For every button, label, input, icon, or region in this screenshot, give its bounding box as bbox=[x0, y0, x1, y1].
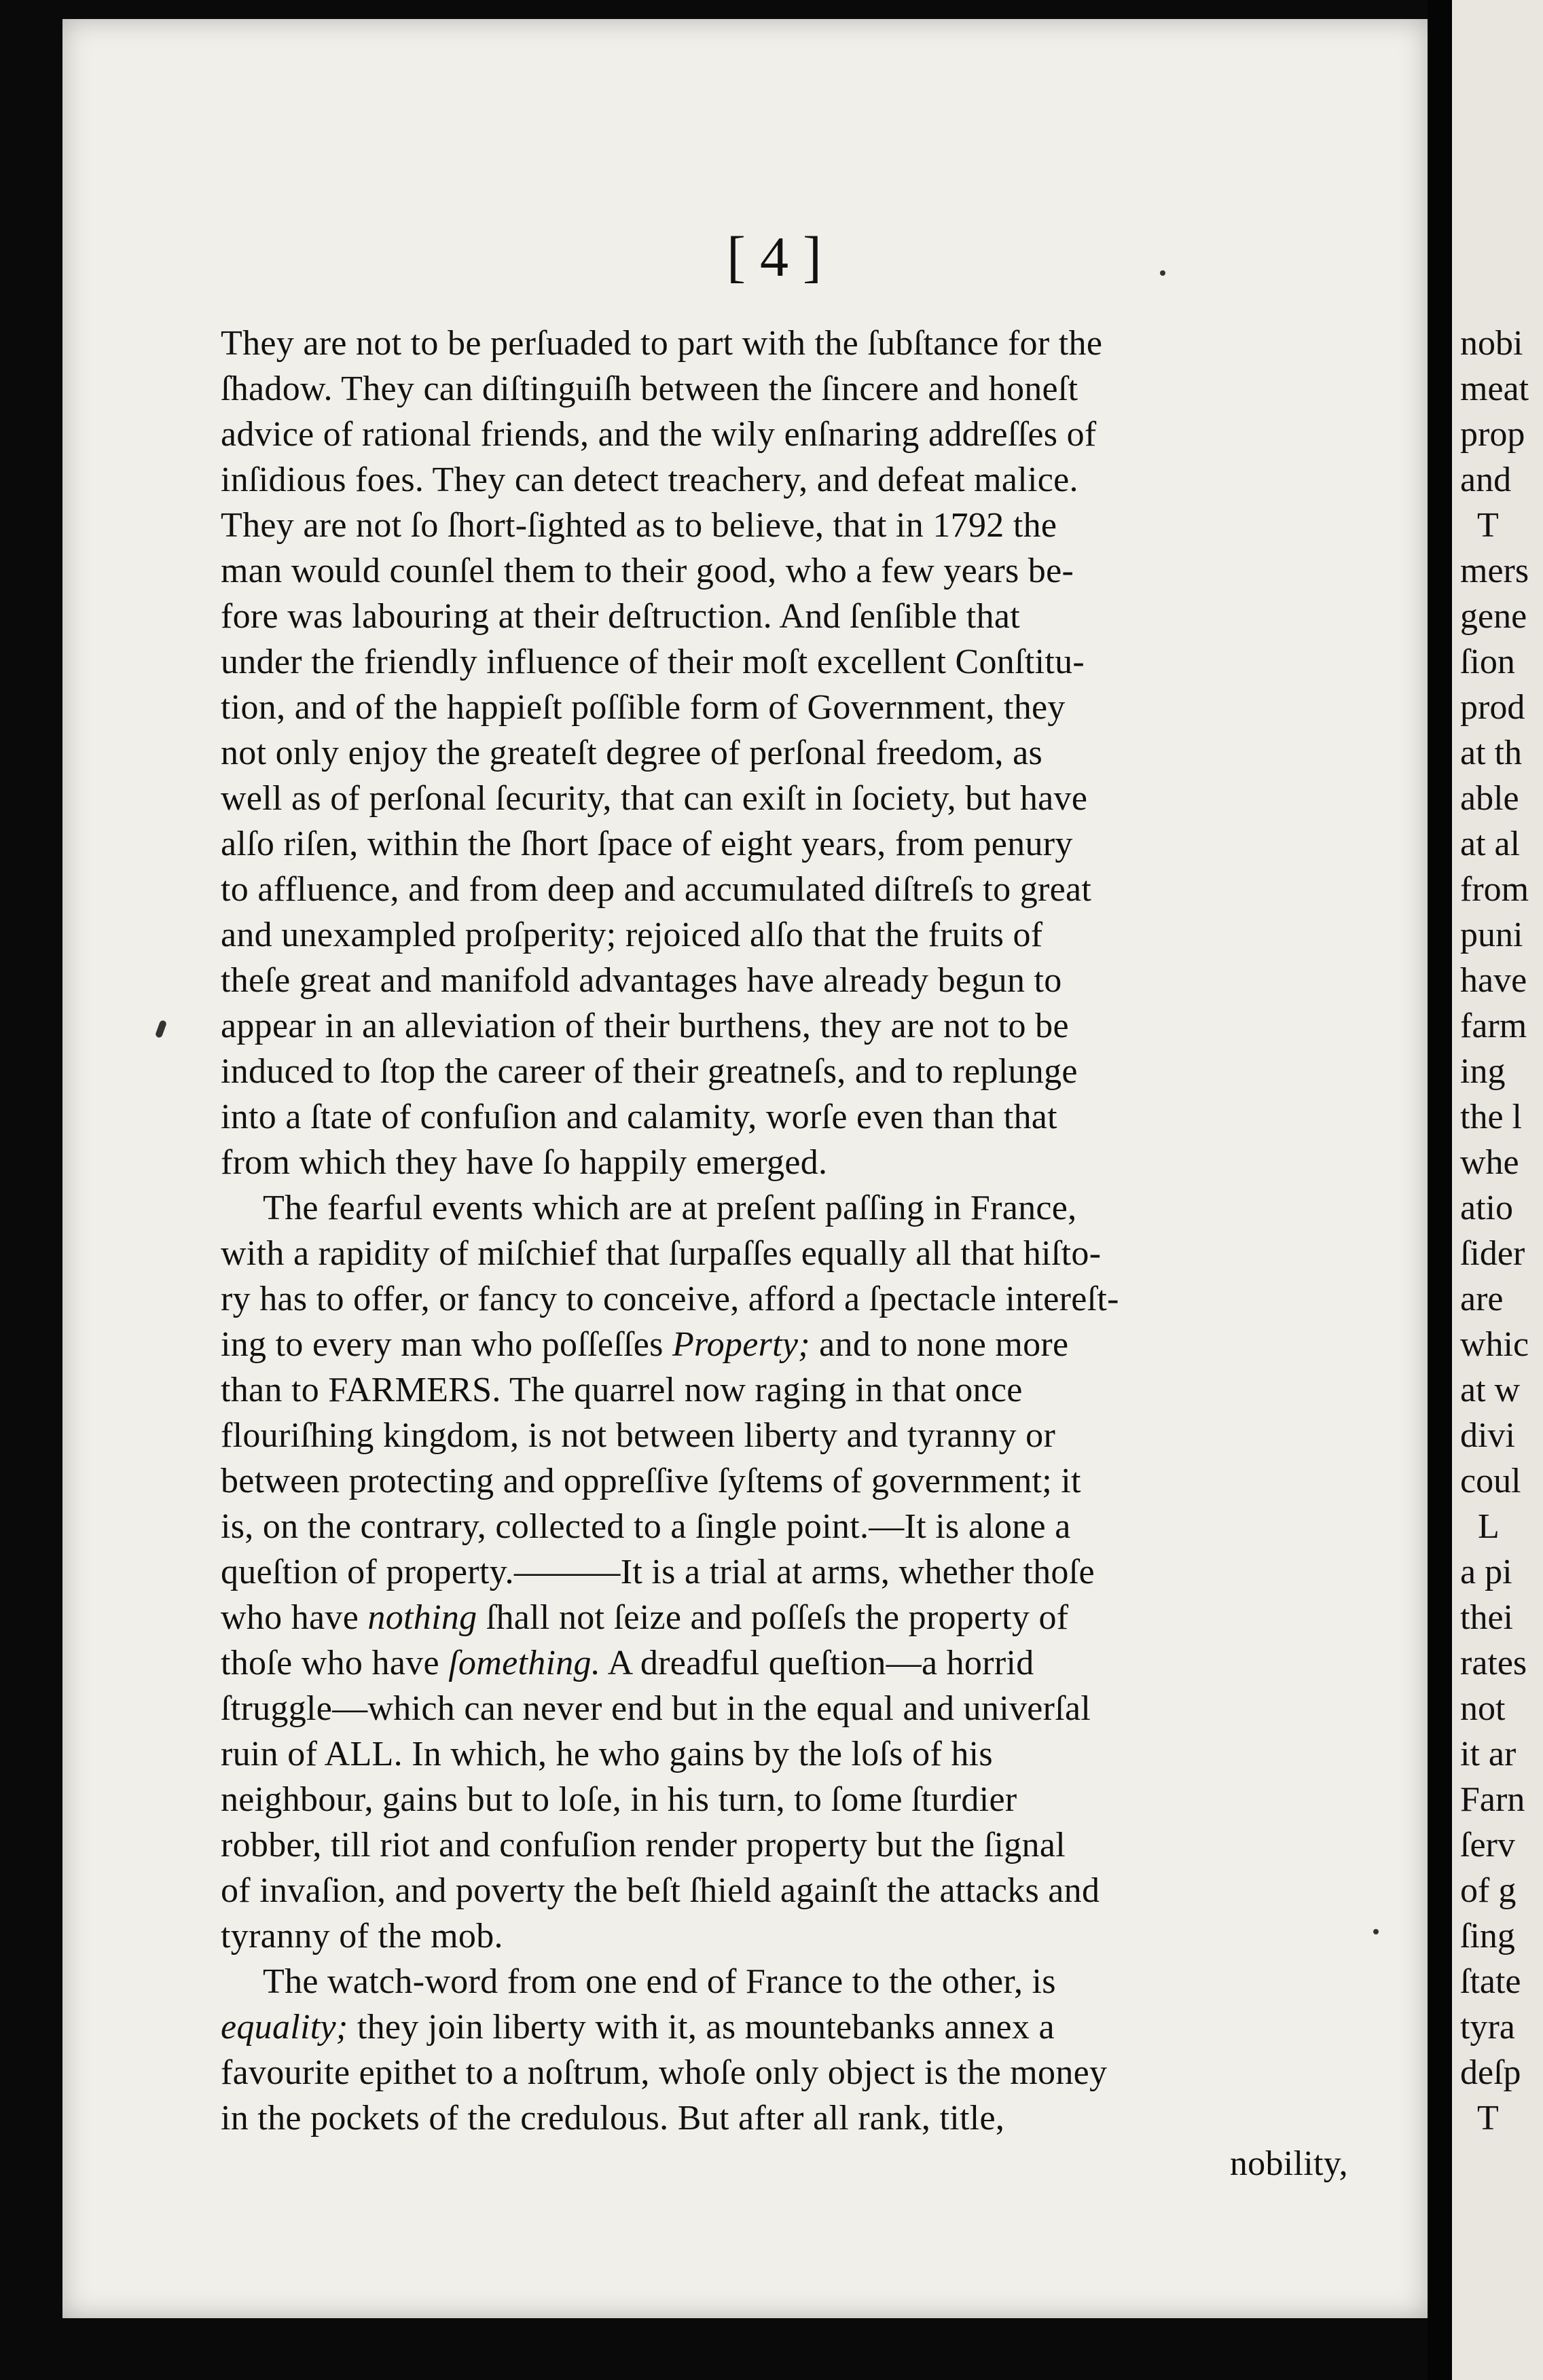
facing-text-line: deſp bbox=[1460, 2053, 1521, 2092]
text-line: tyranny of the mob. bbox=[221, 1917, 503, 1955]
facing-text-line: at w bbox=[1460, 1371, 1521, 1409]
text-line: favourite epithet to a noſtrum, whoſe only object is the money bbox=[221, 2053, 1108, 2092]
facing-text-line: thei bbox=[1460, 1598, 1513, 1637]
facing-text-line: prod bbox=[1460, 688, 1525, 727]
facing-text-line: ſider bbox=[1460, 1234, 1525, 1273]
margin-mark bbox=[1160, 270, 1165, 276]
facing-text-line: Farn bbox=[1460, 1780, 1525, 1819]
facing-text-line: nobi bbox=[1460, 324, 1523, 363]
text-line: to affluence, and from deep and accumulated diſtreſs to great bbox=[221, 870, 1092, 909]
facing-text-line: farm bbox=[1460, 1007, 1527, 1045]
facing-text-line: puni bbox=[1460, 916, 1523, 954]
text-line: well as of perſonal ſecurity, that can exiſt in ſociety, but have bbox=[221, 779, 1088, 818]
text-line: flouriſhing kingdom, is not between liberty and tyranny or bbox=[221, 1416, 1056, 1455]
text-line: robber, till riot and confuſion render property but the ſignal bbox=[221, 1826, 1066, 1864]
text-line: inſidious foes. They can detect treachery, and defeat malice. bbox=[221, 461, 1078, 499]
text-line: ſtruggle—which can never end but in the equal and univerſal bbox=[221, 1689, 1091, 1728]
facing-text-line: a pi bbox=[1460, 1553, 1512, 1591]
text-line: fore was labouring at their deſtruction. And ſenſible that bbox=[221, 597, 1020, 636]
text-line: neighbour, gains but to loſe, in his turn, to ſome ſturdier bbox=[221, 1780, 1017, 1819]
text-line: They are not to be perſuaded to part with the ſubſtance for the bbox=[221, 324, 1103, 363]
text-line: advice of rational friends, and the wily enſnaring addreſſes of bbox=[221, 415, 1097, 454]
text-line: than to FARMERS. The quarrel now raging in that once bbox=[221, 1371, 1023, 1409]
text-line: of invaſion, and poverty the beſt ſhield againſt the attacks and bbox=[221, 1871, 1100, 1910]
facing-text-line: tyra bbox=[1460, 2008, 1515, 2047]
text-line: into a ſtate of confuſion and calamity, worſe even than that bbox=[221, 1098, 1057, 1136]
text-line: from which they have ſo happily emerged. bbox=[221, 1143, 828, 1182]
text-line: They are not ſo ſhort-ſighted as to believe, that in 1792 the bbox=[221, 506, 1057, 545]
facing-text-line: ing bbox=[1460, 1052, 1506, 1091]
facing-text-line: the l bbox=[1460, 1098, 1522, 1136]
facing-text-line: at al bbox=[1460, 825, 1521, 863]
text-line: who have nothing ſhall not ſeize and poſſeſs the property of bbox=[221, 1598, 1069, 1637]
facing-text-line: whic bbox=[1460, 1325, 1529, 1364]
facing-text-line: atio bbox=[1460, 1189, 1513, 1227]
text-line: appear in an alleviation of their burthens, they are not to be bbox=[221, 1007, 1069, 1045]
page-number: [ 4 ] bbox=[727, 226, 822, 289]
text-line: The watch-word from one end of France to the other, is bbox=[263, 1962, 1056, 2001]
book-gutter bbox=[1428, 0, 1452, 2380]
facing-text-line: ſion bbox=[1460, 643, 1515, 681]
facing-text-line: are bbox=[1460, 1280, 1504, 1318]
facing-text-line: ſerv bbox=[1460, 1826, 1515, 1864]
facing-text-line: from bbox=[1460, 870, 1529, 909]
text-line: is, on the contrary, collected to a ſingle point.—It is alone a bbox=[221, 1507, 1071, 1546]
facing-text-line: meat bbox=[1460, 369, 1529, 408]
text-line: theſe great and manifold advantages have already begun to bbox=[221, 961, 1062, 1000]
facing-text-line: rates bbox=[1460, 1644, 1527, 1682]
margin-mark bbox=[1373, 1929, 1379, 1934]
facing-text-line: have bbox=[1460, 961, 1527, 1000]
text-line: tion, and of the happieſt poſſible form of Government, they bbox=[221, 688, 1066, 727]
text-line: thoſe who have ſomething. A dreadful queſtion—a horrid bbox=[221, 1644, 1034, 1682]
facing-text-line: ſtate bbox=[1460, 1962, 1521, 2001]
text-line: ry has to offer, or fancy to conceive, afford a ſpectacle intereſt- bbox=[221, 1280, 1119, 1318]
text-line: and unexampled proſperity; rejoiced alſo that the fruits of bbox=[221, 916, 1043, 954]
text-line: between protecting and oppreſſive ſyſtems of government; it bbox=[221, 1462, 1081, 1500]
facing-text-line: mers bbox=[1460, 552, 1529, 590]
facing-text-line: divi bbox=[1460, 1416, 1515, 1455]
text-line: ing to every man who poſſeſſes Property; and to none more bbox=[221, 1325, 1069, 1364]
facing-text-line: and bbox=[1460, 461, 1512, 499]
facing-text-line: gene bbox=[1460, 597, 1527, 636]
text-line: ſhadow. They can diſtinguiſh between the ſincere and honeſt bbox=[221, 369, 1078, 408]
facing-text-line: T bbox=[1460, 2099, 1499, 2138]
text-line: with a rapidity of miſchief that ſurpaſſes equally all that hiſto- bbox=[221, 1234, 1102, 1273]
facing-text-line: it ar bbox=[1460, 1735, 1517, 1773]
facing-text-line: at th bbox=[1460, 734, 1522, 772]
facing-text-line: coul bbox=[1460, 1462, 1521, 1500]
text-line: ruin of ALL. In which, he who gains by the loſs of his bbox=[221, 1735, 993, 1773]
facing-text-line: L bbox=[1460, 1507, 1500, 1546]
text-line: man would counſel them to their good, who a few years be- bbox=[221, 552, 1074, 590]
facing-text-line: whe bbox=[1460, 1143, 1519, 1182]
facing-text-line: ſing bbox=[1460, 1917, 1515, 1955]
text-line: equality; they join liberty with it, as mountebanks annex a bbox=[221, 2008, 1055, 2047]
facing-text-line: prop bbox=[1460, 415, 1525, 454]
text-line: not only enjoy the greateſt degree of perſonal freedom, as bbox=[221, 734, 1043, 772]
text-line: queſtion of property.———It is a trial at arms, whether thoſe bbox=[221, 1553, 1095, 1591]
text-line: in the pockets of the credulous. But after all rank, title, bbox=[221, 2099, 1005, 2138]
text-line: The fearful events which are at preſent paſſing in France, bbox=[263, 1189, 1077, 1227]
facing-text-line: not bbox=[1460, 1689, 1506, 1728]
text-line: nobility, bbox=[1229, 2144, 1348, 2183]
facing-text-line: T bbox=[1460, 506, 1499, 545]
text-line: induced to ſtop the career of their greatneſs, and to replunge bbox=[221, 1052, 1078, 1091]
text-line: alſo riſen, within the ſhort ſpace of eight years, from penury bbox=[221, 825, 1073, 863]
facing-text-line: able bbox=[1460, 779, 1519, 818]
text-line: under the friendly influence of their moſt excellent Conſtitu- bbox=[221, 643, 1085, 681]
facing-page-text bbox=[1460, 321, 1529, 2141]
facing-text-line: of g bbox=[1460, 1871, 1517, 1910]
body-text bbox=[221, 321, 1348, 2186]
